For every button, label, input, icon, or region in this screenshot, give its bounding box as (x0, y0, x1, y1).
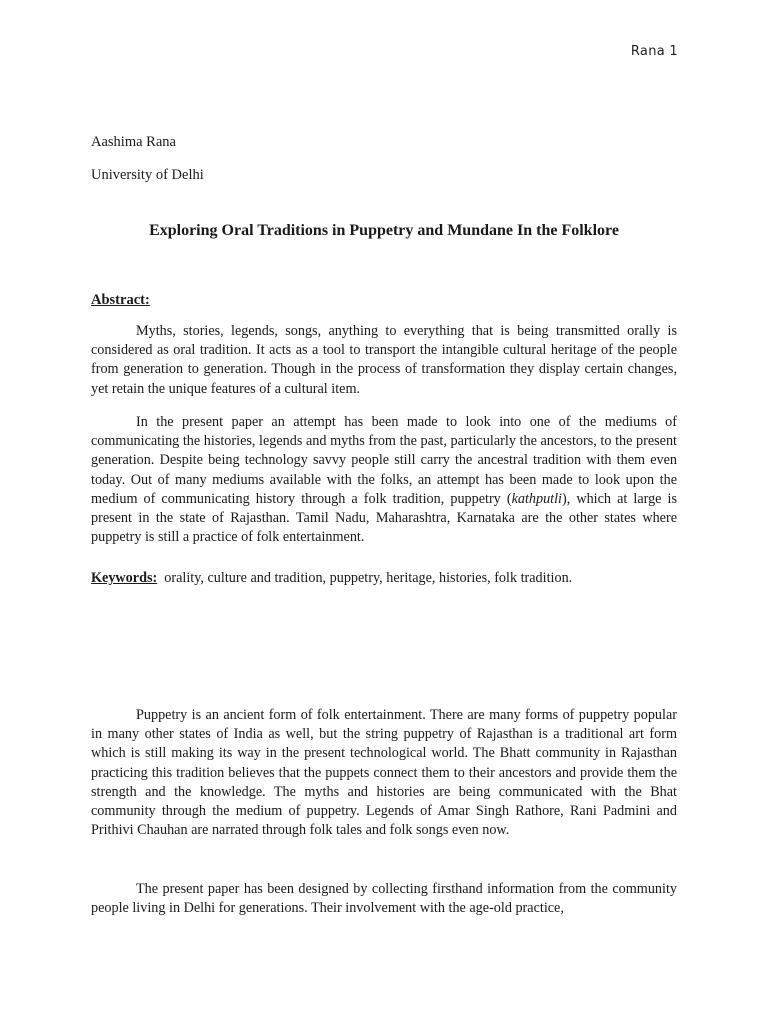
abstract-paragraph-1: Myths, stories, legends, songs, anything to everything that is being transmitted orally is considered as oral tradition. It acts as a tool to transport the intangible cultural heritage of the people from generation to generation. Though in the process of transformation they display certain changes, yet retain the unique features of a cultural item. (91, 323, 677, 397)
running-head: Rana 1 (630, 44, 678, 59)
author-affiliation: University of Delhi (91, 167, 204, 183)
keywords-text: orality, culture and tradition, puppetry, heritage, histories, folk tradition. (157, 570, 573, 586)
keywords-label: Keywords: (91, 570, 158, 586)
abstract-p2-text-a: In the present paper an attempt has been made to look into one of the mediums of communicating the histories, legends and myths from the past, particularly the ancestors, to the present generation. Despite being technology savvy people still carry the ancestral tradition with them even today. Out of many mediums available with the folks, an attempt has been made to look upon the medium of communicating history through a folk tradition, puppetry ( (91, 414, 677, 507)
abstract-p2-text-b: ), which at large is present in the state of Rajasthan. Tamil Nadu, Maharashtra, Karnataka are the other states where puppetry is still a practice of folk entertainment. (91, 490, 677, 546)
author-name: Aashima Rana (91, 134, 176, 150)
abstract-heading: Abstract: (91, 292, 150, 308)
kathputli-term: kathputli (511, 490, 563, 507)
keywords-line (91, 569, 677, 588)
paper-title: Exploring Oral Traditions in Puppetry and Mundane In the Folklore (149, 222, 619, 239)
abstract-paragraph-2 (91, 413, 677, 547)
body-paragraph-1: Puppetry is an ancient form of folk entertainment. There are many forms of puppetry popular in many other states of India as well, but the string puppetry of Rajasthan is a traditional art form which is still making its way in the present technological world. The Bhatt community in Rajasthan practicing this tradition believes that the puppets connect them to their ancestors and provide them the strength and the knowledge. The myths and histories are being communicated with the Bhat community through the medium of puppetry. Legends of Amar Singh Rathore, Rani Padmini and Prithivi Chauhan are narrated through folk tales and folk songs even now. (91, 707, 677, 839)
author-block (91, 126, 204, 192)
body-paragraph-2: The present paper has been designed by collecting firsthand information from the community people living in Delhi for generations. Their involvement with the age-old practice, (91, 881, 677, 917)
